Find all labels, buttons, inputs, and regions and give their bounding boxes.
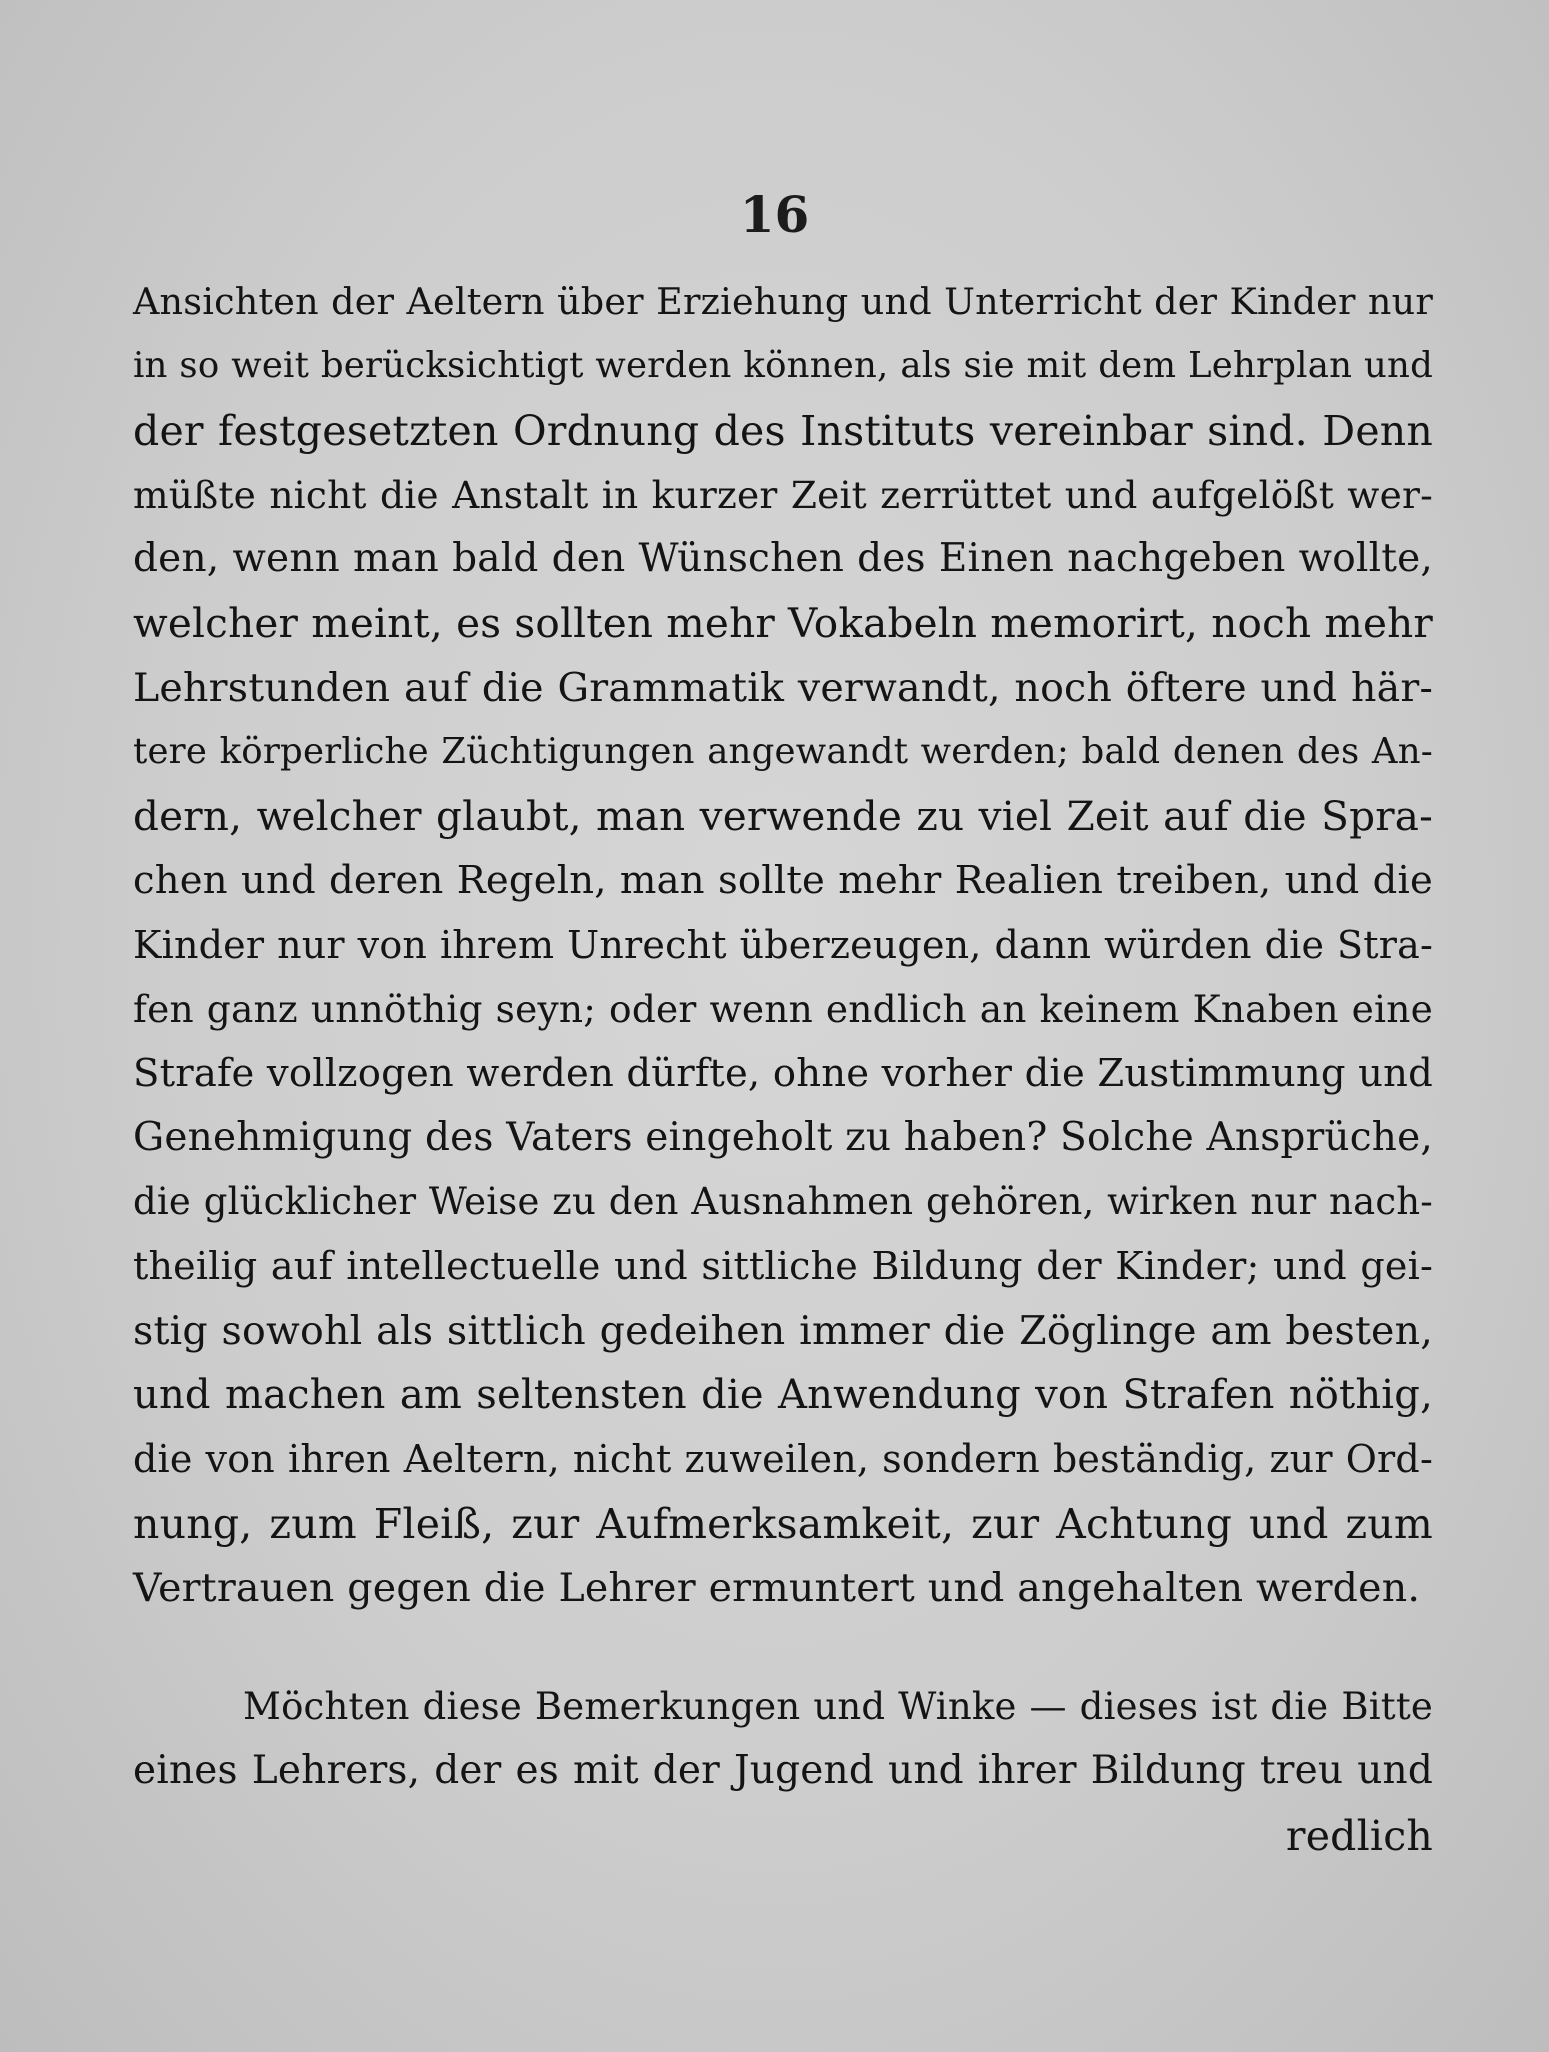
text-line: nung, zum Fleiß, zur Aufmerksamkeit, zur Achtung und zum bbox=[133, 1499, 1433, 1548]
text-line: müßte nicht die Anstalt in kurzer Zeit zerrüttet und aufgelößt wer- bbox=[133, 472, 1433, 517]
text-line: fen ganz unnöthig seyn; oder wenn endlich an keinem Knaben eine bbox=[133, 987, 1433, 1032]
text-line: Genehmigung des Vaters eingeholt zu haben? Solche Ansprüche, bbox=[133, 1114, 1433, 1160]
text-line: die glücklicher Weise zu den Ausnahmen gehören, wirken nur nach- bbox=[133, 1180, 1433, 1224]
text-line: eines Lehrers, der es mit der Jugend und ihrer Bildung treu und bbox=[133, 1748, 1433, 1794]
text-line: den, wenn man bald den Wünschen des Einen nachgeben wollte, bbox=[133, 536, 1433, 582]
text-line: welcher meint, es sollten mehr Vokabeln memorirt, noch mehr bbox=[133, 599, 1433, 648]
paragraph-2 bbox=[133, 1675, 1433, 1868]
text-line: dern, welcher glaubt, man verwende zu viel Zeit auf die Spra- bbox=[133, 792, 1433, 841]
text-line: Kinder nur von ihrem Unrecht überzeugen, dann würden die Stra- bbox=[133, 922, 1433, 967]
text-line: Strafe vollzogen werden dürfte, ohne vorher die Zustimmung und bbox=[133, 1050, 1433, 1096]
text-line: Lehrstunden auf die Grammatik verwandt, noch öftere und här- bbox=[133, 664, 1433, 711]
text-line: Ansichten der Aeltern über Erziehung und Unterricht der Kinder nur bbox=[133, 280, 1433, 323]
text-line: chen und deren Regeln, man sollte mehr Realien treiben, und die bbox=[133, 857, 1433, 903]
text-line: und machen am seltensten die Anwendung von Strafen nöthig, bbox=[133, 1372, 1433, 1419]
text-line: Vertrauen gegen die Lehrer ermuntert und angehalten werden. bbox=[133, 1564, 1421, 1611]
text-line: der festgesetzten Ordnung des Instituts vereinbar sind. Denn bbox=[133, 406, 1433, 455]
text-line: die von ihren Aeltern, nicht zuweilen, sondern beständig, zur Ord- bbox=[133, 1437, 1433, 1482]
catchword: redlich bbox=[1285, 1811, 1433, 1860]
text-line: stig sowohl als sittlich gedeihen immer die Zöglinge am besten, bbox=[133, 1307, 1433, 1354]
text-line: theilig auf intellectuelle und sittliche Bildung der Kinder; und gei- bbox=[133, 1244, 1433, 1289]
text-line: Möchten diese Bemerkungen und Winke — dieses ist die Bitte bbox=[243, 1685, 1433, 1728]
page-number: 16 bbox=[739, 185, 810, 244]
paragraph-1 bbox=[133, 270, 1433, 1620]
text-line: in so weit berücksichtigt werden können, als sie mit dem Lehrplan und bbox=[133, 345, 1433, 387]
text-line: tere körperliche Züchtigungen angewandt werden; bald denen des An- bbox=[133, 731, 1433, 773]
